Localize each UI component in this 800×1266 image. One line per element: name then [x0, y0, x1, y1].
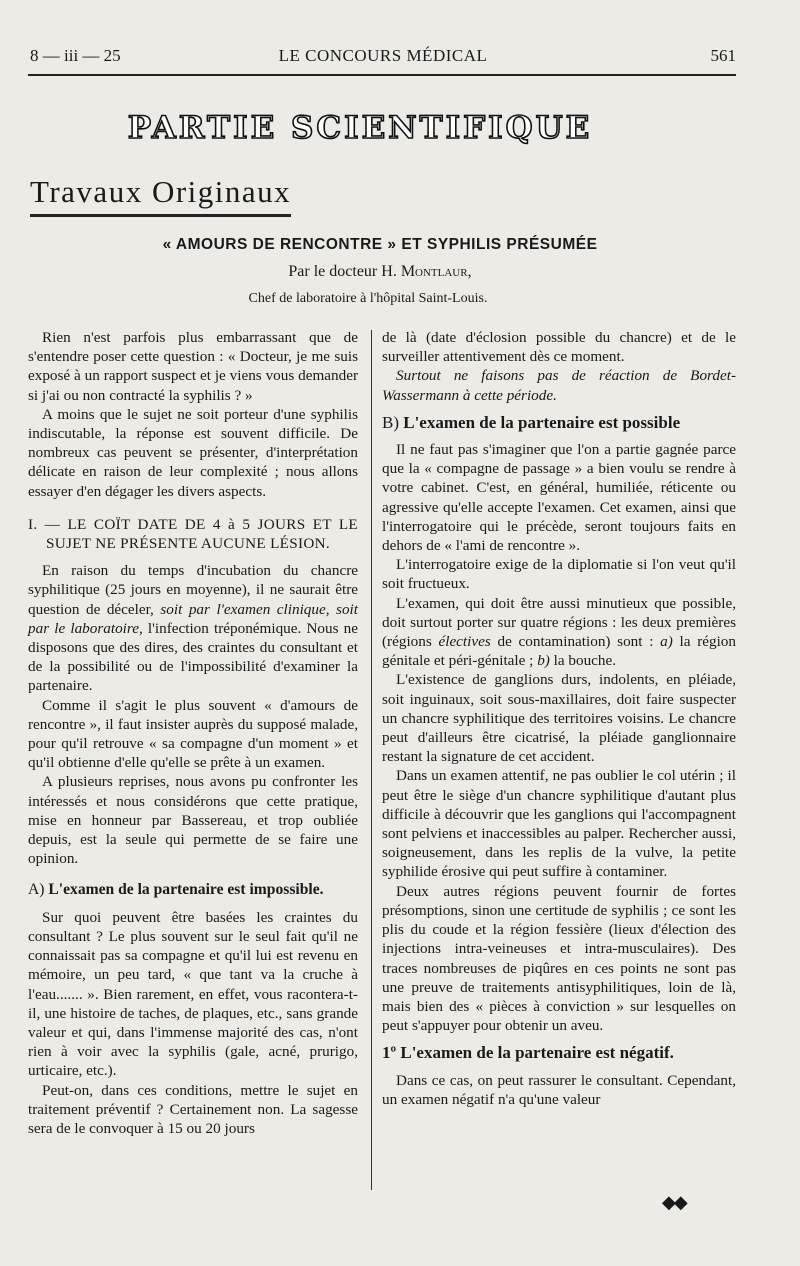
heading-text: 1º L'examen de la partenaire est négatif.: [382, 1043, 674, 1063]
paragraph: Sur quoi peuvent être basées les craintes du consultant ? Le plus souvent sur le seul fait qu'il ne connaissait pas sa compagne et qu'il lui est revenu en mémoire, un peu tard, « que tant va la cruche à l'eau....... ». Bien rarement, en effet, vous racontera-t-il, une histoire de taches, de plaques, etc., sans grande valeur et qui, dans l'immense majorité des cas, n'ont rien à voir avec la syphilis (gale, acné, prurigo, urticaire, etc.).: [28, 908, 358, 1080]
italic-run: a): [660, 633, 673, 651]
heading-prefix: B): [382, 412, 399, 432]
byline: [0, 263, 760, 281]
italic-run: soit par l'examen clinique, soit par le laboratoire: [28, 600, 358, 637]
text-run: de contamination) sont :: [490, 633, 661, 651]
heading-text: L'examen de la partenaire est possible: [403, 412, 681, 432]
paragraph: A moins que le sujet ne soit porteur d'une syphilis indiscutable, la réponse est souvent difficile. De nombreux cas peuvent se présenter, d'interprétation délicate en raison de leur complexité ; nous allons essayer d'en dégager les divers aspects.: [28, 405, 358, 500]
ornament-icon: ◆◆: [662, 1192, 686, 1212]
issue-date: 8 — iii — 25: [30, 46, 121, 65]
paragraph: L'interrogatoire exige de la diplomatie si l'on veut qu'il soit fructueux.: [382, 556, 736, 593]
heading-text: L'examen de la partenaire est impossible.: [48, 881, 324, 899]
header-rule: [28, 74, 736, 76]
section-heading: I. — LE COÏT DATE DE 4 à 5 JOURS ET LE SUJET NE PRÉSENTE AUCUNE LÉSION.: [28, 515, 358, 553]
section-title: PARTIE SCIENTIFIQUE: [127, 110, 593, 146]
column-rule: [371, 330, 372, 1190]
author-name: Montlaur,: [400, 263, 472, 280]
text-run: En raison du temps d'incubation du chancre syphilitique (25 jours en moyenne), il ne saurait être question de déceler,: [28, 562, 358, 618]
right-column: [382, 328, 736, 1109]
paragraph: de là (date d'éclosion possible du chancre) et de le surveiller attentivement dès ce moment.: [382, 329, 736, 366]
paragraph: Dans ce cas, on peut rassurer le consultant. Cependant, un examen négatif n'a qu'une valeur: [382, 1071, 736, 1108]
paragraph: L'existence de ganglions durs, indolents, en pléiade, soit inguinaux, soit sous-maxillaires, doit faire suspecter un chancre syphilitique des territoires voisins. Le chancre peut d'ailleurs être cicatrisé, la pléiade ganglionnaire restant la signature de cet accident.: [382, 671, 736, 766]
paragraph: [382, 594, 736, 671]
subsection-heading: [28, 880, 358, 899]
text-run: la région génitale et péri-génitale ;: [382, 633, 736, 670]
byline-prefix: Par le docteur H.: [288, 263, 397, 280]
running-header: [30, 46, 736, 70]
paragraph: Deux autres régions peuvent fournir de fortes présomptions, sinon une certitude de syphilis ; ce sont les plis du coude et la région fessière (lieux d'élection des injections intra-veineuses et intra-musculaires). Des traces nombreuses de piqûres en ces points ne sont pas une preuve de traitements antisyphilitiques, loin de là, mais bien des « pièces à conviction » sur lesquelles on peut s'appuyer pour obtenir un aveu.: [382, 882, 736, 1035]
paragraph: A plusieurs reprises, nous avons pu confronter les intéressés et nous considérons que cette pratique, mise en honneur par Bassereau, et trop oubliée depuis, est la seule qui permette de se faire une opinion.: [28, 773, 358, 868]
text-run: la bouche.: [549, 652, 617, 670]
left-column: [28, 328, 358, 1138]
paragraph: Comme il s'agit le plus souvent « d'amours de rencontre », il faut insister auprès du supposé malade, pour qu'il retrouve « sa compagne d'un moment » et qu'il obtienne d'elle qu'elle se prête à un examen.: [28, 696, 358, 772]
italic-run: b): [537, 652, 550, 670]
paragraph: [28, 561, 358, 695]
article-title: « AMOURS DE RENCONTRE » ET SYPHILIS PRÉSUMÉE: [162, 236, 598, 253]
text-run: L'examen, qui doit être aussi minutieux que possible, doit surtout porter sur quatre régions : les deux premières (régions: [382, 594, 736, 651]
paragraph: Rien n'est parfois plus embarrassant que de s'entendre poser cette question : « Docteur, je me suis exposé à un rapport suspect et je viens vous demander si j'ai ou non contracté la syphilis ? »: [28, 329, 358, 404]
paragraph: Il ne faut pas s'imaginer que l'on a partie gagnée parce que la « compagne de passage » a bien voulu se rendre à votre cabinet. C'est, en général, humiliée, réticente ou agressive qu'elle accepte l'examen. Cet examen, ainsi que l'interrogatoire qui le précède, seront toujours faits en dehors de « l'ami de rencontre ».: [382, 441, 736, 555]
text-run: , l'infection tréponémique. Nous ne disposons que des dires, des craintes du consultant et de la possibilité ou de l'impossibilité d'examiner la partenaire.: [28, 619, 358, 695]
journal-title: LE CONCOURS MÉDICAL: [278, 46, 488, 65]
paragraph: Peut-on, dans ces conditions, mettre le sujet en traitement préventif ? Certainement non. La sagesse sera de le convoquer à 15 ou 20 jours: [28, 1081, 358, 1137]
author-affiliation: Chef de laboratoire à l'hôpital Saint-Louis.: [248, 291, 488, 306]
page-number: 561: [710, 46, 736, 65]
paragraph: Dans un examen attentif, ne pas oublier le col utérin ; il peut être le siège d'un chancre syphilitique d'autant plus difficile à découvrir que les ganglions qui l'accompagnent sont pelviens et inaccessibles au palper. Rechercher aussi, soigneusement, dans les replis de la vulve, la petite syphilide érosive qui peut suffire à contaminer.: [382, 767, 736, 881]
italic-paragraph: Surtout ne faisons pas de réaction de Bordet-Wassermann à cette période.: [382, 367, 736, 404]
italic-run: électives: [438, 633, 491, 651]
rubric-title: Travaux Originaux: [30, 174, 291, 217]
subsection-heading: [382, 1043, 736, 1062]
heading-prefix: A): [28, 881, 45, 899]
subsection-heading: [382, 413, 736, 432]
